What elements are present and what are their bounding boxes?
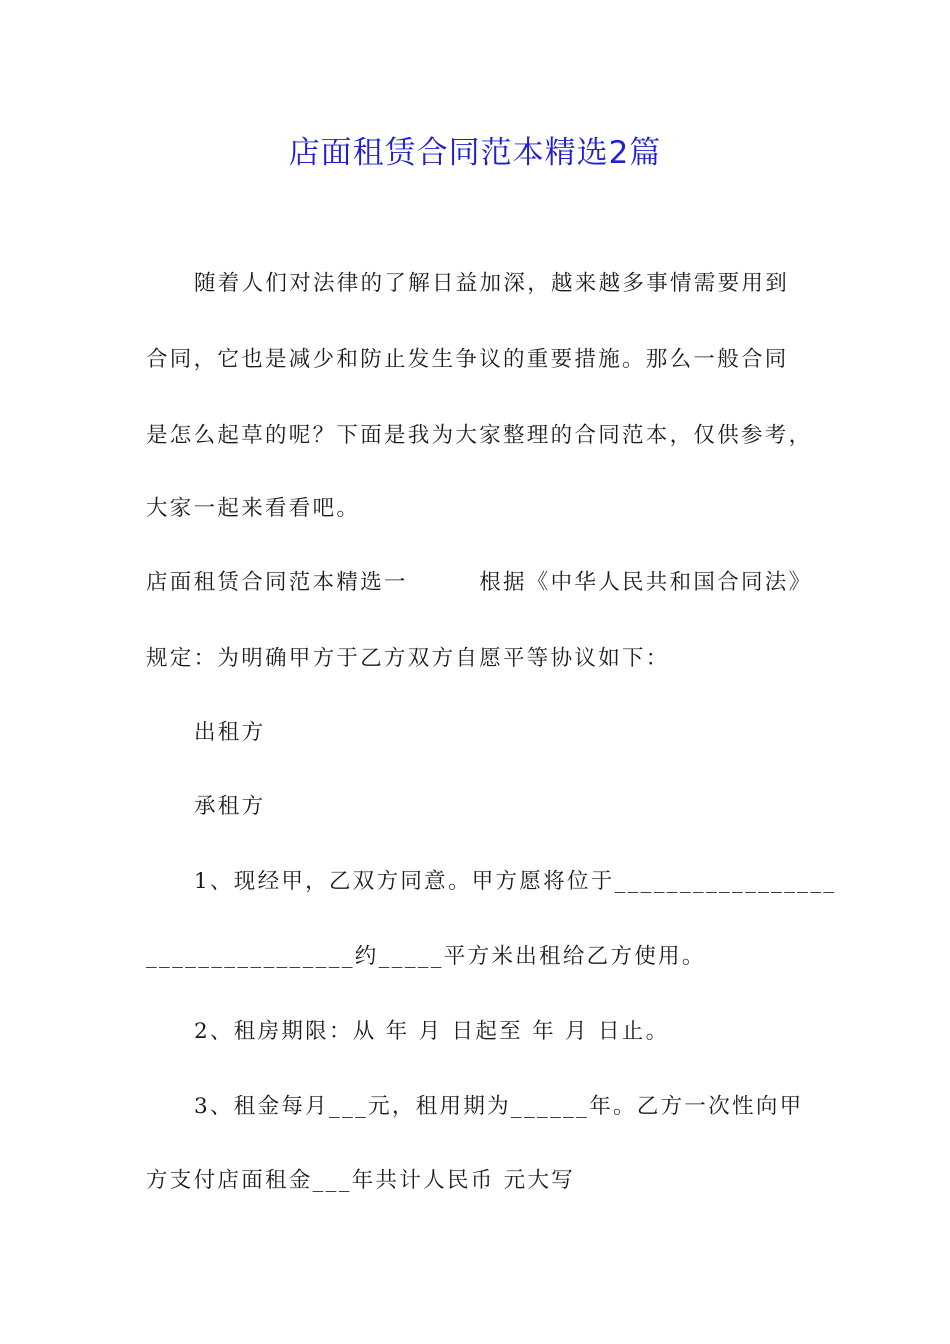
clause-3-line: 3、租金每月___元，租用期为______年。乙方一次性向甲 [194,1094,804,1119]
paragraph-line: 规定：为明确甲方于乙方双方自愿平等协议如下： [146,646,670,671]
clause-1-line: 1、现经甲，乙双方同意。甲方愿将位于_________________ [194,869,837,894]
clause-1-line: ________________约_____平方米出租给乙方使用。 [146,944,706,969]
document-title: 店面租赁合同范本精选2篇 [288,135,662,171]
paragraph-line: 是怎么起草的呢？下面是我为大家整理的合同范本，仅供参考， [146,423,813,448]
lessor-label: 出租方 [194,720,266,745]
clause-2-line: 2、租房期限：从 年 月 日起至 年 月 日止。 [194,1019,670,1044]
lessee-label: 承租方 [194,794,266,819]
paragraph-line: 合同，它也是减少和防止发生争议的重要措施。那么一般合同 [146,347,789,372]
paragraph-line: 随着人们对法律的了解日益加深，越来越多事情需要用到 [194,271,790,296]
paragraph-line: 大家一起来看看吧。 [146,496,361,521]
section-heading-line: 店面租赁合同范本精选一 根据《中华人民共和国合同法》 [146,570,813,595]
clause-3-line: 方支付店面租金___年共计人民币 元大写 [146,1168,576,1193]
